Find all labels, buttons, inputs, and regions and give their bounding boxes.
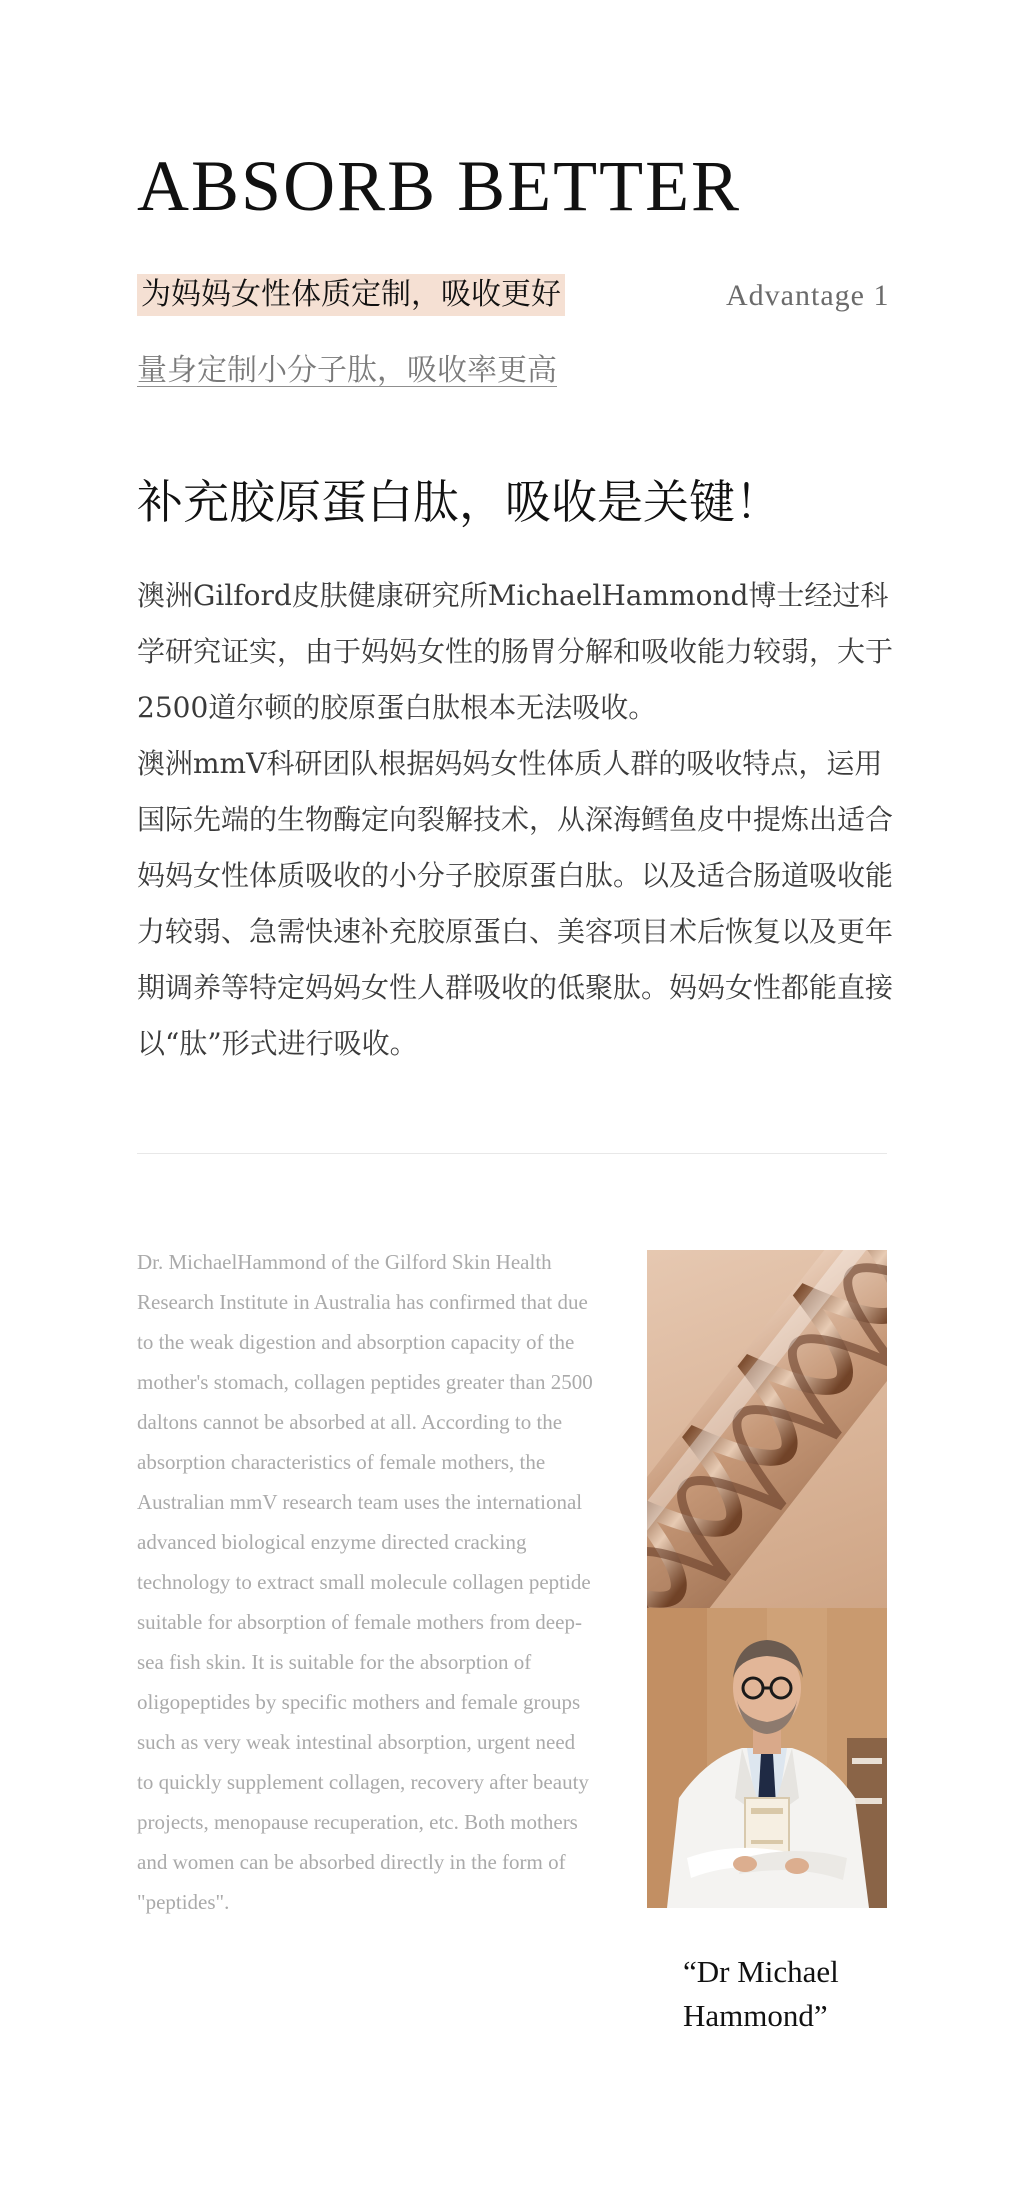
english-body-text: [137, 1242, 593, 1922]
underlined-subtext: 量身定制小分子肽，吸收率更高: [137, 353, 557, 388]
doctor-illustration: [647, 1608, 887, 1908]
section-heading: 补充胶原蛋白肽，吸收是关键！: [137, 475, 781, 529]
doctor-caption: “Dr Michael Hammond”: [683, 1954, 839, 2033]
chinese-paragraph-1: 澳洲Gilford皮肤健康研究所MichaelHammond博士经过科学研究证实，由于妈妈女性的肠胃分解和吸收能力较弱，大于2500道尔顿的胶原蛋白肽根本无法吸收。: [137, 579, 894, 724]
section-divider: [137, 1153, 887, 1154]
doctor-portrait: [647, 1608, 887, 1908]
collagen-helix-image: [647, 1250, 887, 1608]
page-title: ABSORB BETTER: [137, 146, 742, 226]
advantage-label: Advantage 1: [726, 279, 890, 312]
chinese-paragraph-2: 澳洲mmV科研团队根据妈妈女性体质人群的吸收特点，运用国际先端的生物酶定向裂解技术，从深海鳕鱼皮中提炼出适合妈妈女性体质吸收的小分子胶原蛋白肽。以及适合肠道吸收能力较弱、急需快速补充胶原蛋白、美容项目术后恢复以及更年期调养等特定妈妈女性人群吸收的低聚肽。妈妈女性都能直接以“肽”形式进行吸收。: [137, 747, 894, 1060]
helix-illustration: [647, 1250, 887, 1608]
chinese-body-text: [137, 568, 907, 1072]
highlight-subtitle: 为妈妈女性体质定制，吸收更好: [137, 274, 565, 316]
english-paragraph: Dr. MichaelHammond of the Gilford Skin Health Research Institute in Australia has confirmed that due to the weak digestion and absorption capacity of the mother's stomach, collagen peptides greater than 2500 daltons cannot be absorbed at all. According to the absorption characteristics of female mothers, the Australian mmV research team uses the international advanced biological enzyme directed cracking technology to extract small molecule collagen peptide suitable for absorption of female mothers from deep-sea fish skin. It is suitable for the absorption of oligopeptides by specific mothers and female groups such as very weak intestinal absorption, urgent need to quickly supplement collagen, recovery after beauty projects, menopause recuperation, etc. Both mothers and women can be absorbed directly in the form of "peptides".: [137, 1250, 593, 1914]
